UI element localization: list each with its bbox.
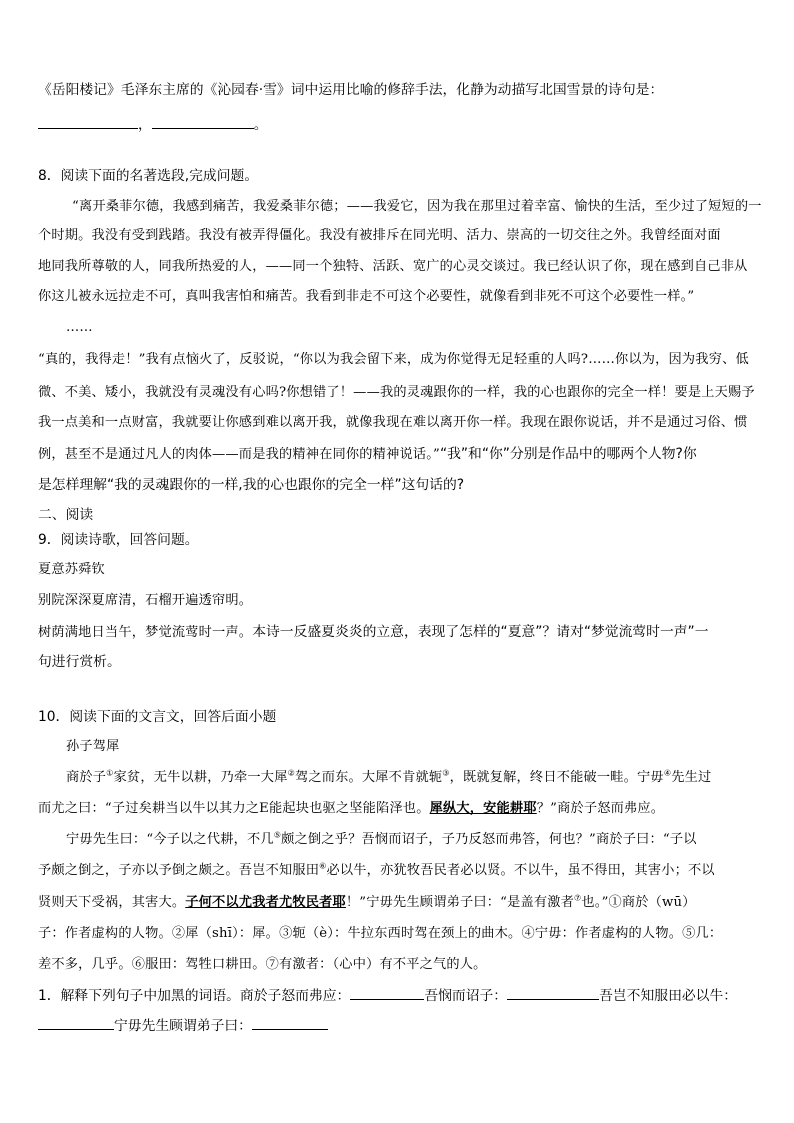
answer-blank-6[interactable] bbox=[252, 1015, 328, 1030]
q8-question: “我”和“你”分别是作品中的哪两个人物?你 bbox=[439, 446, 697, 462]
footnote-mark: ⑤ bbox=[273, 830, 282, 840]
answer-blank-2[interactable] bbox=[152, 114, 254, 129]
sub1-text: 吾岂不知服田必以牛： bbox=[599, 988, 738, 1004]
poem-line2-question bbox=[38, 622, 758, 643]
fill-in-line bbox=[38, 114, 758, 135]
sub1-text: 宁毋先生顾谓弟子曰： bbox=[114, 1018, 252, 1034]
sub-question-1 bbox=[38, 985, 758, 1006]
text-seg: ！”宁毋先生顾谓弟子曰：“是盖有激者 bbox=[345, 895, 575, 910]
text-seg: 家贫，无牛以耕，乃牵一大犀 bbox=[113, 770, 288, 785]
q8-para1-line2: 个时期。我没有受到践踏。我没有被弄得僵化。我没有被排斥在同光明、活力、崇高的一切交往之外。我曾经面对面 bbox=[38, 228, 721, 243]
answer-blank-5[interactable] bbox=[38, 1015, 114, 1030]
answer-blank-4[interactable] bbox=[507, 985, 599, 1000]
text-seg: 必以牛，亦犹牧吾民者必以贤。不以牛，虽不得田，其害小；不以 bbox=[326, 863, 715, 878]
answer-blank-1[interactable] bbox=[38, 114, 138, 129]
q9-question: 本诗一反盛夏炎炎的立意，表现了怎样的“夏意”？请对“梦觉流莺时一声”一 bbox=[252, 624, 709, 640]
poem-title: 夏意苏舜钦 bbox=[38, 562, 105, 577]
classical-para2-line3 bbox=[38, 893, 758, 913]
q8-para2-line4 bbox=[38, 444, 758, 465]
q8-title: 8．阅读下面的名著选段,完成问题。 bbox=[38, 168, 259, 184]
poem-line2: 树荫满地日当午，梦觉流莺时一声。 bbox=[38, 625, 253, 640]
text-seg: 先生过 bbox=[671, 770, 712, 785]
classical-para1-line2 bbox=[38, 799, 758, 819]
q8-para2-line2: 微、不美、矮小，我就没有灵魂没有心吗?你想错了！——我的灵魂跟你的一样，我的心也跟你的完全一样！要是上天赐予 bbox=[38, 385, 755, 400]
q8-ellipsis: …… bbox=[66, 320, 93, 335]
text-seg: 予颇之倒之，子亦以予倒之颇之。吾岂不知服田 bbox=[38, 863, 320, 878]
text-seg: 也。”①商於（wū） bbox=[581, 895, 696, 910]
q8-para2-line3: 我一点美和一点财富，我就要让你感到难以离开我，就像我现在难以离开你一样。我现在跟你说话，并不是通过习俗、惯 bbox=[38, 415, 748, 430]
footnote-mark: ⑦ bbox=[574, 893, 582, 903]
text-seg: 颇之倒之乎？吾悯而诏子，子乃反怒而弗答，何也？”商於子曰：“子以 bbox=[281, 832, 697, 847]
sub1-text: 1．解释下列句子中加黑的词语。商於子怒而弗应： bbox=[38, 988, 351, 1004]
footnote-mark: ⑥ bbox=[319, 861, 327, 871]
sub-question-1-line2 bbox=[38, 1015, 758, 1036]
text-seg: 贤则天下受祸，其害大。 bbox=[38, 895, 186, 910]
notes-line1: 子：作者虚构的人物。②犀（shī）：犀。③轭（è）：牛拉东西时驾在颈上的曲木。④宁毋：作者虚构的人物。⑤几： bbox=[38, 926, 723, 941]
classical-para1-line1 bbox=[66, 768, 766, 788]
text-seg: 商於子 bbox=[66, 770, 107, 785]
text-seg: ？”商於子怒而弗应。 bbox=[536, 801, 665, 816]
q8-para1-line4: 你这儿被永远拉走不可，真叫我害怕和痛苦。我看到非走不可这个必要性，就像看到非死不可这个必要性一样。” bbox=[38, 289, 695, 304]
q8-question-line2: 是怎样理解“我的灵魂跟你的一样,我的心也跟你的完全一样”这句话的? bbox=[38, 477, 465, 493]
poem-line1: 别院深深夏席清，石榴开遍透帘明。 bbox=[38, 593, 253, 608]
q9-question-line2: 句进行赏析。 bbox=[38, 654, 121, 670]
underlined-sentence: 子何不以尤我者尤牧民者耶 bbox=[185, 895, 346, 910]
answer-blank-3[interactable] bbox=[350, 985, 424, 1000]
text-seg: 宁毋先生曰：“今子以之代耕，不几 bbox=[66, 832, 274, 847]
classical-para2-line1 bbox=[66, 830, 766, 850]
intro-line: 《岳阳楼记》毛泽东主席的《沁园春·雪》词中运用比喻的修辞手法，化静为动描写北国雪景的诗句是： bbox=[38, 82, 664, 98]
classical-text-title: 孙子驾犀 bbox=[66, 739, 120, 754]
q8-para1-line1: “离开桑菲尔德，我感到痛苦，我爱桑菲尔德；——我爱它，因为我在那里过着幸富、愉快的生活，至少过了短短的一 bbox=[72, 199, 762, 214]
classical-para2-line2 bbox=[38, 861, 758, 881]
text-seg: 驾之而东。大犀不肯就轭 bbox=[294, 770, 443, 785]
footnote-mark: ① bbox=[106, 768, 114, 778]
q8-para1-line3: 地同我所尊敬的人，同我所热爱的人，——同一个独特、活跃、宽广的心灵交谈过。我已经认识了你，现在感到自己非从 bbox=[38, 259, 748, 274]
footnote-mark: ④ bbox=[663, 768, 672, 778]
q9-title: 9．阅读诗歌，回答问题。 bbox=[38, 532, 199, 548]
notes-line2: 差不多，几乎。⑥服田：驾牲口耕田。⑦有激者：（心中）有不平之气的人。 bbox=[38, 957, 487, 972]
footnote-mark: ② bbox=[287, 768, 295, 778]
section-heading: 二、阅读 bbox=[38, 507, 94, 523]
period: 。 bbox=[253, 117, 268, 133]
q8-para2-line4-text: 例，甚至不是通过凡人的肉体——而是我的精神在同你的精神说话。” bbox=[38, 447, 440, 462]
q10-title: 10．阅读下面的文言文，回答后面小题 bbox=[38, 709, 277, 725]
comma: ， bbox=[138, 117, 152, 133]
footnote-mark: ③ bbox=[442, 768, 450, 778]
text-seg: ，既就复解，终日不能破一畦。宁毋 bbox=[449, 770, 664, 785]
underlined-sentence: 犀纵大，安能耕耶 bbox=[429, 801, 537, 816]
q8-para2-line1: “真的，我得走！”我有点恼火了，反驳说，“你以为我会留下来，成为你觉得无足轻重的人吗?……你以为，因为我穷、低 bbox=[38, 352, 749, 367]
text-seg: 而尤之曰：“子过矣耕当以牛以其力之E能起块也驱之坚能陷泽也。 bbox=[38, 801, 430, 816]
sub1-text: 吾悯而诏子： bbox=[424, 988, 508, 1004]
